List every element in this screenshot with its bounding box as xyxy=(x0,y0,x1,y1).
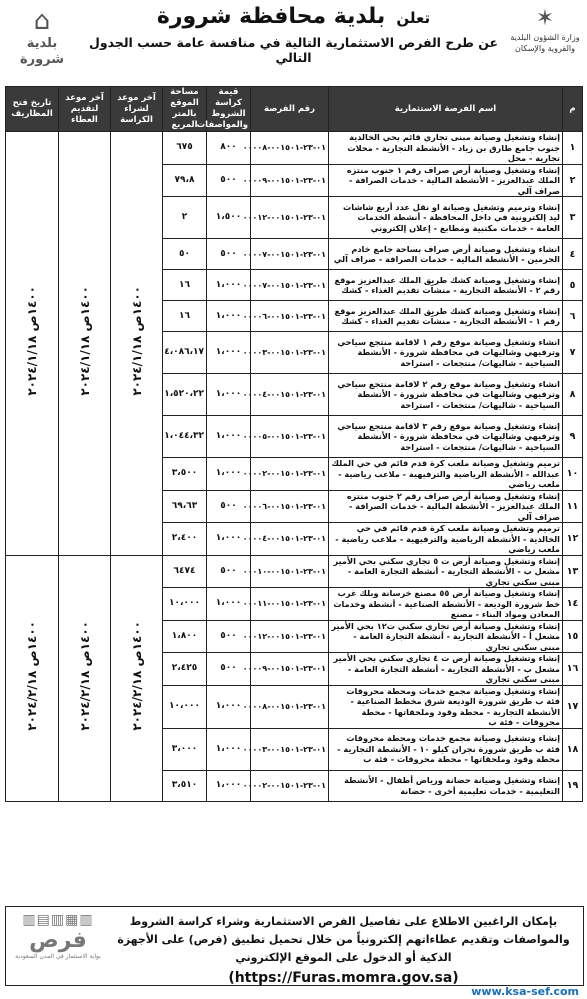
row-index: ١١ xyxy=(563,490,583,523)
opportunity-name: إنشاء وتشغيل وصيانة مجمع خدمات ومحطة محروقات فئة ب طريق شرورة نجران كيلو ١٠ - الأنشطة التجارية - محطة وقود وملحقاتها - محطة محروقات - فئة ب xyxy=(329,728,563,770)
booklet-price: ٥٠٠ xyxy=(207,490,251,523)
page-title: بلدية محافظة شرورة xyxy=(156,4,386,29)
opportunity-ref: ٠١-٢٣-٠٠١٥٠١-٠٠٠٠٨ xyxy=(251,132,329,165)
opportunity-name: إنشاء وتشغيل وصيانة موقع رقم ٣ لاقامة منتجع سياحي وترفيهي وشاليهات في محافظة شرورة - الأنشطة السياحية - شاليهات/ منتجعات - استراحة xyxy=(329,416,563,458)
col-header-submit-deadline: آخر موعد لتقديم العطاء xyxy=(59,87,111,132)
booklet-price: ١،٠٠٠ xyxy=(207,301,251,332)
row-index: ١ xyxy=(563,132,583,165)
title-block xyxy=(84,4,503,65)
booklet-price: ٥٠٠ xyxy=(207,620,251,653)
opportunity-ref: ٠١-٢٣-٠٠١٥٠١-٠٠٠٠٨ xyxy=(251,685,329,728)
opportunities-table-wrap xyxy=(5,86,582,802)
opportunity-ref: ٠١-٢٣-٠٠١٥٠١-٠٠٠٠٦ xyxy=(251,490,329,523)
row-index: ٤ xyxy=(563,239,583,270)
page-subtitle: عن طرح الفرص الاستثمارية التالية في منافسة عامة حسب الجدول التالي xyxy=(88,35,499,65)
opportunity-name: ترميم وتشغيل وصيانة ملعب كرة قدم قائم في حي الملك عبدالله - الأنشطة الرياضية والترفيهية - ملاعب رياضية - ملعب رياضي xyxy=(329,458,563,491)
row-index: ١٩ xyxy=(563,770,583,801)
left-logo-text: بلدية شرورة xyxy=(19,36,65,67)
sharurah-municipality-logo xyxy=(6,6,78,66)
booklet-price: ٥٠٠ xyxy=(207,555,251,588)
table-row xyxy=(6,555,583,588)
ministry-line1: وزارة الشؤون البلدية xyxy=(510,33,580,42)
opportunity-ref: ٠١-٢٣-٠٠١٥٠١-٠٠٠١١ xyxy=(251,588,329,621)
site-area: ١٦ xyxy=(163,301,207,332)
site-area: ٢ xyxy=(163,197,207,239)
row-index: ٩ xyxy=(563,416,583,458)
open-date-cell xyxy=(6,555,59,801)
furas-wordmark: فرص xyxy=(29,928,87,953)
booklet-price: ١،٠٠٠ xyxy=(207,685,251,728)
submit-deadline: ١٤٠٠ص ٢٠٢٤/١/١٨ xyxy=(77,286,92,397)
city-skyline-icon: ▥▤▥▦▥ xyxy=(22,912,94,928)
buy-deadline-cell xyxy=(111,132,163,556)
row-index: ١٢ xyxy=(563,523,583,556)
opportunity-name: انشاء وتشغيل وصيانة موقع رقم ٢ لاقامة منتجع سياحي وترفيهي وشاليهات في محافظة شرورة - الأنشطة السياحية - شاليهات/ منتجعات - استراحة xyxy=(329,374,563,416)
opportunity-name: إنشاء وتشغيل وصيانة أرض ٥٥ مصنع خرسانة وبلك غرب خط شرورة الوديعة - الأنشطة الصناعية - أنشطة وخدمات المعادن ومواد البناء - مصنع xyxy=(329,588,563,621)
row-index: ١٧ xyxy=(563,685,583,728)
row-index: ١٦ xyxy=(563,653,583,686)
site-area: ١٦ xyxy=(163,270,207,301)
col-header-ref: رقم الفرصة xyxy=(251,87,329,132)
row-index: ١٨ xyxy=(563,728,583,770)
open-date: ١٤٠٠ص ٢٠٢٤/١/١٨ xyxy=(25,286,39,397)
site-area: ١،٨٠٠ xyxy=(163,620,207,653)
booklet-price: ٥٠٠ xyxy=(207,239,251,270)
site-area: ٣،٥٠٠ xyxy=(163,458,207,491)
submit-deadline-cell xyxy=(59,555,111,801)
site-area: ١،٠٤٤،٣٢ xyxy=(163,416,207,458)
opportunity-ref: ٠١-٢٣-٠٠١٥٠١-٠٠٠٠٦ xyxy=(251,301,329,332)
site-area: ١،٥٢٠،٢٢ xyxy=(163,374,207,416)
booklet-price: ١،٠٠٠ xyxy=(207,374,251,416)
row-index: ٦ xyxy=(563,301,583,332)
booklet-price: ١،٥٠٠ xyxy=(207,197,251,239)
booklet-price: ٥٠٠ xyxy=(207,653,251,686)
furas-caption: بوابة الاستثمار في المدن السعودية xyxy=(15,953,101,960)
site-area: ٢،٤٠٠ xyxy=(163,523,207,556)
opportunity-ref: ٠١-٢٣-٠٠١٥٠١-٠٠٠٠٤ xyxy=(251,374,329,416)
row-index: ١٤ xyxy=(563,588,583,621)
opportunity-name: إنشاء وتشغيل وصيانة أرض ت ٤ تجاري سكني بحي الأمير مشعل ب - الأنشطة التجارية - أنشطة التجارة العامة - مبنى سكني تجاري xyxy=(329,653,563,686)
booklet-price: ١،٠٠٠ xyxy=(207,770,251,801)
opportunity-name: انشاء وتشغيل وصيانة موقع رقم ١ لاقامة منتجع سياحي وترفيهي وشاليهات في محافظة شرورة - الأنشطة السياحية - شاليهات/ منتجعات - استراحة xyxy=(329,332,563,374)
row-index: ٧ xyxy=(563,332,583,374)
opportunity-ref: ٠١-٢٣-٠٠١٥٠١-٠٠٠٠٥ xyxy=(251,416,329,458)
opportunity-name: إنشاء وتشغيل وصيانة أرض تجاري سكني ت١٢ بحي الأمير مشعل أ - الأنشطة التجارية - أنشطة التجارة العامة - مبنى سكني تجاري xyxy=(329,620,563,653)
table-row xyxy=(6,132,583,165)
furas-logo xyxy=(12,911,104,981)
open-date-cell xyxy=(6,132,59,556)
opportunity-ref: ٠١-٢٣-٠٠١٥٠١-٠٠٠٠٧ xyxy=(251,239,329,270)
site-area: ٢،٤٢٥ xyxy=(163,653,207,686)
buy-deadline: ١٤٠٠ص ٢٠٢٤/٢/١٨ xyxy=(129,621,144,731)
row-index: ١٣ xyxy=(563,555,583,588)
site-area: ٥٠ xyxy=(163,239,207,270)
col-header-open-date: تاريخ فتح المظاريف xyxy=(6,87,59,132)
announce-label: تعلن xyxy=(396,9,431,27)
col-header-buy-deadline: آخر موعد لشراء الكراسة xyxy=(111,87,163,132)
booklet-price: ١،٠٠٠ xyxy=(207,458,251,491)
row-index: ٣ xyxy=(563,197,583,239)
col-header-price: قيمة كراسة الشروط والمواصفات xyxy=(207,87,251,132)
site-area: ٦٧٥ xyxy=(163,132,207,165)
footer-box xyxy=(5,906,584,986)
opportunity-ref: ٠١-٢٣-٠٠١٥٠١-٠٠٠٠٣ xyxy=(251,332,329,374)
opportunity-ref: ٠١-٢٣-٠٠١٥٠١-٠٠٠٠٢ xyxy=(251,770,329,801)
site-area: ١٠،٠٠٠ xyxy=(163,588,207,621)
booklet-price: ١،٠٠٠ xyxy=(207,523,251,556)
header xyxy=(0,0,587,78)
booklet-price: ٥٠٠ xyxy=(207,164,251,197)
booklet-price: ١،٠٠٠ xyxy=(207,416,251,458)
col-header-idx: م xyxy=(563,87,583,132)
submit-deadline: ١٤٠٠ص ٢٠٢٤/٢/١٨ xyxy=(77,621,92,731)
booklet-price: ٨٠٠ xyxy=(207,132,251,165)
row-index: ١٠ xyxy=(563,458,583,491)
table-header-row xyxy=(6,87,583,132)
opportunity-name: إنشاء وترميم وتشغيل وصيانة او نقل عدد أربع شاشات ليد إلكترونية في داخل المحافظة - أنشطة الخدمات العامة - خدمات مكتبية ومطابع - إعلان إلكتروني xyxy=(329,197,563,239)
row-index: ٨ xyxy=(563,374,583,416)
col-header-opportunity: اسم الفرصة الاستثمارية xyxy=(329,87,563,132)
site-area: ٦٤٧٤ xyxy=(163,555,207,588)
site-area: ١٠،٠٠٠ xyxy=(163,685,207,728)
furas-url-link[interactable]: (https://Furas.momra.gov.sa) xyxy=(228,970,459,986)
opportunity-ref: ٠١-٢٣-٠٠١٥٠١-٠٠٠٠٣ xyxy=(251,728,329,770)
opportunity-ref: ٠١-٢٣-٠٠١٥٠١-٠٠٠٠٩ xyxy=(251,653,329,686)
row-index: ٥ xyxy=(563,270,583,301)
site-area: ٦٩،٦٣ xyxy=(163,490,207,523)
opportunity-name: إنشاء وتشغيل وصيانة أرض ت ٥ تجاري سكني بحي الأمير مشعل ب - الأنشطة التجارية - أنشطة التجارة العامة - مبنى سكني تجاري xyxy=(329,555,563,588)
opportunity-ref: ٠١-٢٣-٠٠١٥٠١-٠٠٠٠٧ xyxy=(251,270,329,301)
opportunity-name: إنشاء وتشغيل وصيانة أرض صراف رقم ٢ جنوب منتزه الملك عبدالعزيز - الأنشطة المالية - خدمات الصرافة - صراف آلي xyxy=(329,490,563,523)
opportunity-ref: ٠١-٢٣-٠٠١٥٠١-٠٠٠٠٤ xyxy=(251,523,329,556)
site-area: ٣،٥١٠ xyxy=(163,770,207,801)
palm-icon: ⌂ xyxy=(33,6,51,36)
site-area: ٧٩،٨ xyxy=(163,164,207,197)
booklet-price: ١،٠٠٠ xyxy=(207,588,251,621)
open-date: ١٤٠٠ص ٢٠٢٤/٢/١٨ xyxy=(25,621,39,731)
submit-deadline-cell xyxy=(59,132,111,556)
opportunity-name: إنشاء وتشغيل وصيانة مجمع خدمات ومحطة محروقات فئة ب طريق شرورة الوديعة شرق مخطط الصناعية - الأنشطة التجارية - محطة وقود وملحقاتها - محطة محروقات - فئة ب xyxy=(329,685,563,728)
col-header-area: مساحة الموقع بالمتر المربع xyxy=(163,87,207,132)
opportunity-name: إنشاء وتشغيل وصيانة مبنى تجاري قائم بحي الخالدية جنوب جامع طارق بن زياد - الأنشطة التجارية - محلات تجارية - محل xyxy=(329,132,563,165)
buy-deadline: ١٤٠٠ص ٢٠٢٤/١/١٨ xyxy=(129,286,144,397)
opportunity-name: ترميم وتشغيل وصيانة ملعب كرة قدم قائم في حي الخالدية - الأنشطة الرياضية والترفيهية - ملاعب رياضية - ملعب رياضي xyxy=(329,523,563,556)
opportunity-name: إنشاء وتشغيل وصيانة كشك طريق الملك عبدالعزيز موقع رقم ٢ - الأنشطة التجارية - منشآت تقديم الغذاء - كشك xyxy=(329,270,563,301)
row-index: ١٥ xyxy=(563,620,583,653)
booklet-price: ١،٠٠٠ xyxy=(207,728,251,770)
booklet-price: ١،٠٠٠ xyxy=(207,270,251,301)
table-body xyxy=(6,132,583,802)
opportunity-name: إنشاء وتشغيل وصيانة كشك طريق الملك عبدالعزيز موقع رقم ١ - الأنشطة التجارية - منشآت تقديم الغذاء - كشك xyxy=(329,301,563,332)
opportunity-name: إنشاء وتشغيل وصيانة حضانة ورياض أطفال - الأنشطة التعليمية - خدمات تعليمية أخرى - حضانة xyxy=(329,770,563,801)
opportunity-ref: ٠١-٢٣-٠٠١٥٠١-٠٠٠٠٢ xyxy=(251,458,329,491)
site-area: ٤،٠٨٦،١٧ xyxy=(163,332,207,374)
watermark: www.ksa-sef.com xyxy=(471,985,579,998)
opportunities-table xyxy=(5,86,583,802)
opportunity-name: إنشاء وتشغيل وصيانة أرض صراف رقم ١ جنوب منتزه الملك عبدالعزيز - الأنشطة المالية - خدمات الصرافة - صراف آلي xyxy=(329,164,563,197)
opportunity-ref: ٠١-٢٣-٠٠١٥٠١-٠٠٠١٠ xyxy=(251,555,329,588)
footer-instructions: بإمكان الراغبين الاطلاع على تفاصيل الفرص الاستثمارية وشراء كراسة الشروط والمواصفات وتقديم عطاءاتهم إلكترونياً من خلال تحميل تطبيق (فرص) على الأجهزة الذكية أو الدخول على الموقع الإلكتروني xyxy=(117,915,570,964)
opportunity-ref: ٠١-٢٣-٠٠١٥٠١-٠٠٠٠٩ xyxy=(251,164,329,197)
ministry-line2: والقروية والإسكان xyxy=(515,44,575,53)
buy-deadline-cell xyxy=(111,555,163,801)
row-index: ٢ xyxy=(563,164,583,197)
opportunity-ref: ٠١-٢٣-٠٠١٥٠١-٠٠٠١٢ xyxy=(251,197,329,239)
footer-text-block xyxy=(110,913,577,987)
ministry-logo xyxy=(509,6,581,68)
opportunity-ref: ٠١-٢٣-٠٠١٥٠١-٠٠٠١٢ xyxy=(251,620,329,653)
opportunity-name: انشاء وتشغيل وصيانة أرض صراف بساحة جامع خادم الحرمين - الأنشطة المالية - خدمات الصرافة - صراف آلي xyxy=(329,239,563,270)
booklet-price: ١،٠٠٠ xyxy=(207,332,251,374)
site-area: ٣،٠٠٠ xyxy=(163,728,207,770)
emblem-icon: ✶ xyxy=(535,6,555,31)
